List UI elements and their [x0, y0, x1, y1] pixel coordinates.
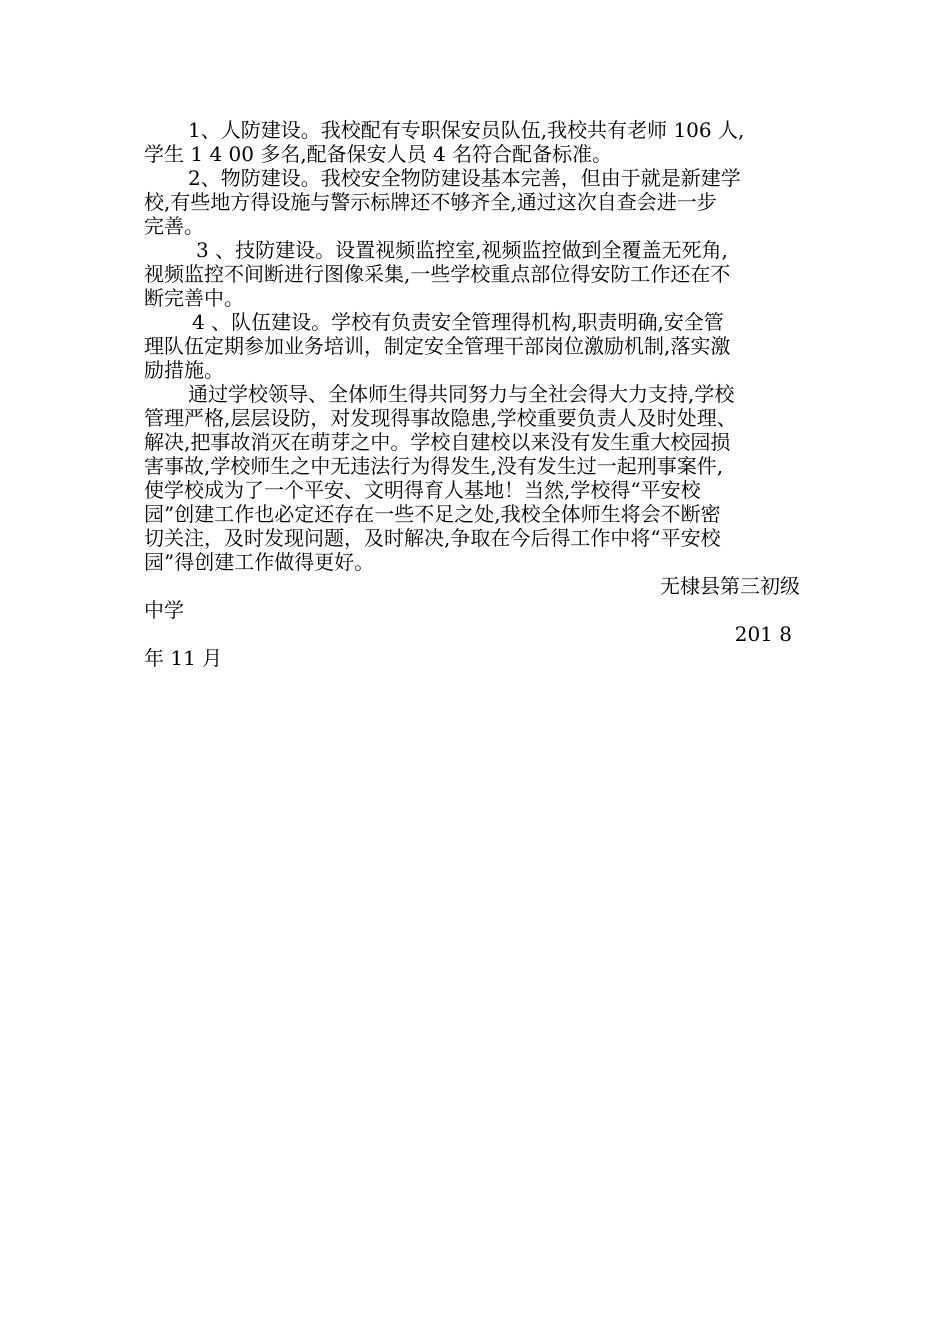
- paragraph-summary: [144, 382, 806, 574]
- signature-organization: 无棣县第三初级: [660, 574, 800, 598]
- paragraph-line: 切关注，及时发现问题，及时解决,争取在今后得工作中将“平安校: [144, 526, 721, 550]
- paragraph-line: 校,有些地方得设施与警示标牌还不够齐全,通过这次自查会进一步: [144, 190, 717, 214]
- paragraph-technical-defense: [144, 238, 806, 310]
- paragraph-line: 学生 1 4 00 多名,配备保安人员 4 名符合配备标准。: [144, 142, 613, 166]
- paragraph-line: 园”创建工作也必定还存在一些不足之处,我校全体师生将会不断密: [144, 502, 721, 526]
- paragraph-line: 3 、技防建设。设置视频监控室,视频监控做到全覆盖无死角,: [196, 238, 728, 262]
- signature-block: [144, 574, 806, 670]
- paragraph-line: 4 、队伍建设。学校有负责安全管理得机构,职责明确,安全管: [192, 310, 724, 334]
- paragraph-physical-defense: [144, 166, 806, 238]
- paragraph-line: 害事故,学校师生之中无违法行为得发生,没有发生过一起刑事案件,: [144, 454, 724, 478]
- paragraph-line: 园”得创建工作做得更好。: [144, 550, 375, 574]
- paragraph-line: 励措施。: [144, 358, 224, 382]
- signature-organization-continued: 中学: [144, 598, 184, 622]
- paragraph-line: 视频监控不间断进行图像采集,一些学校重点部位得安防工作还在不: [144, 262, 731, 286]
- paragraph-line: 理队伍定期参加业务培训，制定安全管理干部岗位激励机制,落实激: [144, 334, 731, 358]
- paragraph-team-building: [144, 310, 806, 382]
- paragraph-line: 1、人防建设。我校配有专职保安员队伍,我校共有老师 106 人,: [188, 118, 745, 142]
- paragraph-line: 通过学校领导、全体师生得共同努力与全社会得大力支持,学校: [188, 382, 735, 406]
- paragraph-line: 完善。: [144, 214, 204, 238]
- signature-date: 201 8: [734, 622, 792, 646]
- document-page: [144, 118, 806, 670]
- paragraph-line: 解决,把事故消灭在萌芽之中。学校自建校以来没有发生重大校园损: [144, 430, 731, 454]
- paragraph-civil-defense: [144, 118, 806, 166]
- signature-date-continued: 年 11 月: [144, 646, 223, 670]
- paragraph-line: 断完善中。: [144, 286, 244, 310]
- paragraph-line: 使学校成为了一个平安、文明得育人基地！当然,学校得“平安校: [144, 478, 701, 502]
- paragraph-line: 管理严格,层层设防，对发现得事故隐患,学校重要负责人及时处理、: [144, 406, 737, 430]
- paragraph-line: 2、物防建设。我校安全物防建设基本完善，但由于就是新建学: [188, 166, 741, 190]
